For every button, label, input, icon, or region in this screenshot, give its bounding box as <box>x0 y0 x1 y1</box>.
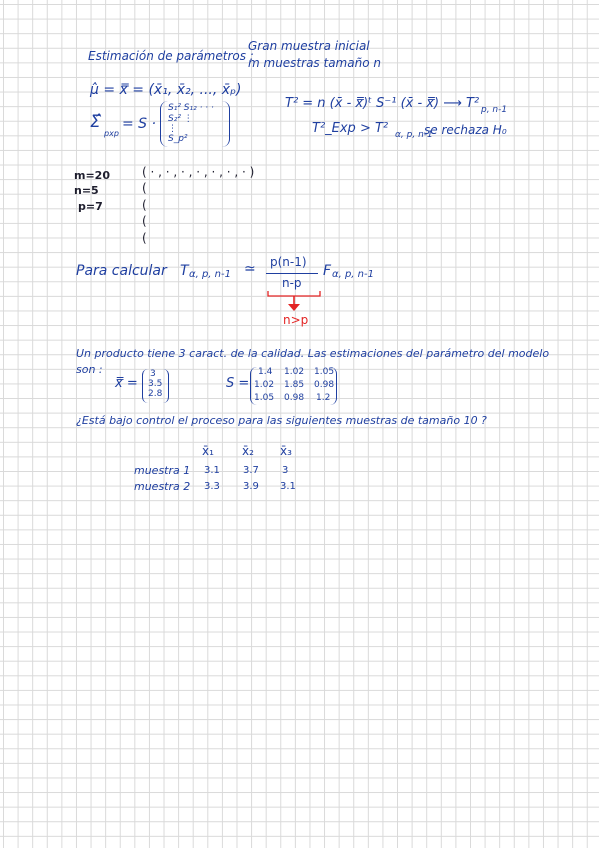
table-cell: 3.1 <box>280 481 296 492</box>
sigma-matrix-row: ⋮ <box>168 124 177 134</box>
sigma-matrix-row: S_p² <box>168 134 188 144</box>
header-line-1: Gran muestra inicial <box>248 39 370 53</box>
s-matrix-cell: 1.05 <box>254 393 275 403</box>
xbar-value: 3 <box>150 369 156 379</box>
fraction-denominator: n-p <box>282 276 302 290</box>
calc-label: Para calcular <box>76 263 167 279</box>
table-row-label: muestra 2 <box>134 480 191 493</box>
sample-row: ( <box>142 214 147 228</box>
s-matrix-right-paren <box>330 367 337 405</box>
problem-statement-cont: son : <box>76 363 103 376</box>
xbar-value: 2.8 <box>148 389 163 399</box>
sample-row: ( · , · , · , · , · , · , · ) <box>142 165 255 179</box>
table-cell: 3.9 <box>243 481 259 492</box>
approx-symbol: ≃ <box>244 261 256 277</box>
f-distribution-subscript: α, p, n-1 <box>332 269 374 280</box>
t2-exp-subscript: α, p, n-1 <box>395 130 433 140</box>
s-matrix-cell: 1.85 <box>284 380 305 390</box>
s-matrix-cell: 1.02 <box>284 367 305 377</box>
sample-row: ( <box>142 231 147 245</box>
s-matrix-cell: 1.2 <box>316 393 331 403</box>
table-row-label: muestra 1 <box>134 464 191 477</box>
param-m: m=20 <box>74 169 110 182</box>
s-matrix-cell: 0.98 <box>284 393 305 403</box>
s-matrix-cell: 1.4 <box>258 367 273 377</box>
table-header: x̄₃ <box>280 444 292 458</box>
table-cell: 3 <box>282 465 289 476</box>
s-matrix-label: S = <box>226 376 250 391</box>
section-title: Estimación de parámetros : <box>88 49 254 63</box>
constraint-note: n>p <box>283 313 309 327</box>
reject-h0: se rechaza H₀ <box>424 123 507 137</box>
xbar-value: 3.5 <box>148 379 163 389</box>
s-matrix-cell: 0.98 <box>314 380 335 390</box>
fraction-numerator: p(n-1) <box>270 255 307 269</box>
question: ¿Está bajo control el proceso para las siguientes muestras de tamaño 10 ? <box>76 414 487 427</box>
t2-exp-comparison: T²_Exp > T² <box>312 121 389 136</box>
calc-lhs-subscript: α, p, n-1 <box>189 269 231 280</box>
problem-statement: Un producto tiene 3 caract. de la calidad. Las estimaciones del parámetro del modelo <box>76 347 550 360</box>
table-cell: 3.1 <box>204 465 220 476</box>
xbar-right-paren <box>163 369 169 403</box>
sigma-equals-s: = S · <box>122 116 156 132</box>
table-header: x̄₁ <box>202 444 214 458</box>
sigma-matrix-row: S₂² ⋮ <box>168 114 193 124</box>
s-matrix-cell: 1.02 <box>254 380 275 390</box>
f-distribution: F <box>323 263 332 279</box>
sample-row: ( <box>142 198 147 212</box>
t2-statistic-subscript: p, n-1 <box>481 105 508 115</box>
param-n: n=5 <box>74 184 99 197</box>
sigma-hat-subscript: pxp <box>104 129 119 138</box>
sigma-hat-symbol: Σ̂ <box>90 112 101 132</box>
sample-row: ( <box>142 181 147 195</box>
s-matrix-cell: 1.05 <box>314 367 335 377</box>
table-cell: 3.7 <box>243 465 259 476</box>
table-header: x̄₂ <box>242 444 254 458</box>
table-cell: 3.3 <box>204 481 220 492</box>
calc-lhs: T <box>180 263 189 279</box>
xbar-label: x̿ = <box>115 376 138 391</box>
t2-statistic: T² = n (x̄ - x̿)ᵗ S⁻¹ (x̄ - x̿) ⟶ T² <box>285 96 480 111</box>
mu-hat-formula: μ̂ = x̿ = (x̄₁, x̄₂, ..., x̄ₚ) <box>90 82 242 98</box>
header-line-2: m muestras tamaño n <box>248 56 381 70</box>
sigma-matrix-row: S₁² S₁₂ · · · <box>168 103 214 113</box>
param-p: p=7 <box>78 200 103 213</box>
